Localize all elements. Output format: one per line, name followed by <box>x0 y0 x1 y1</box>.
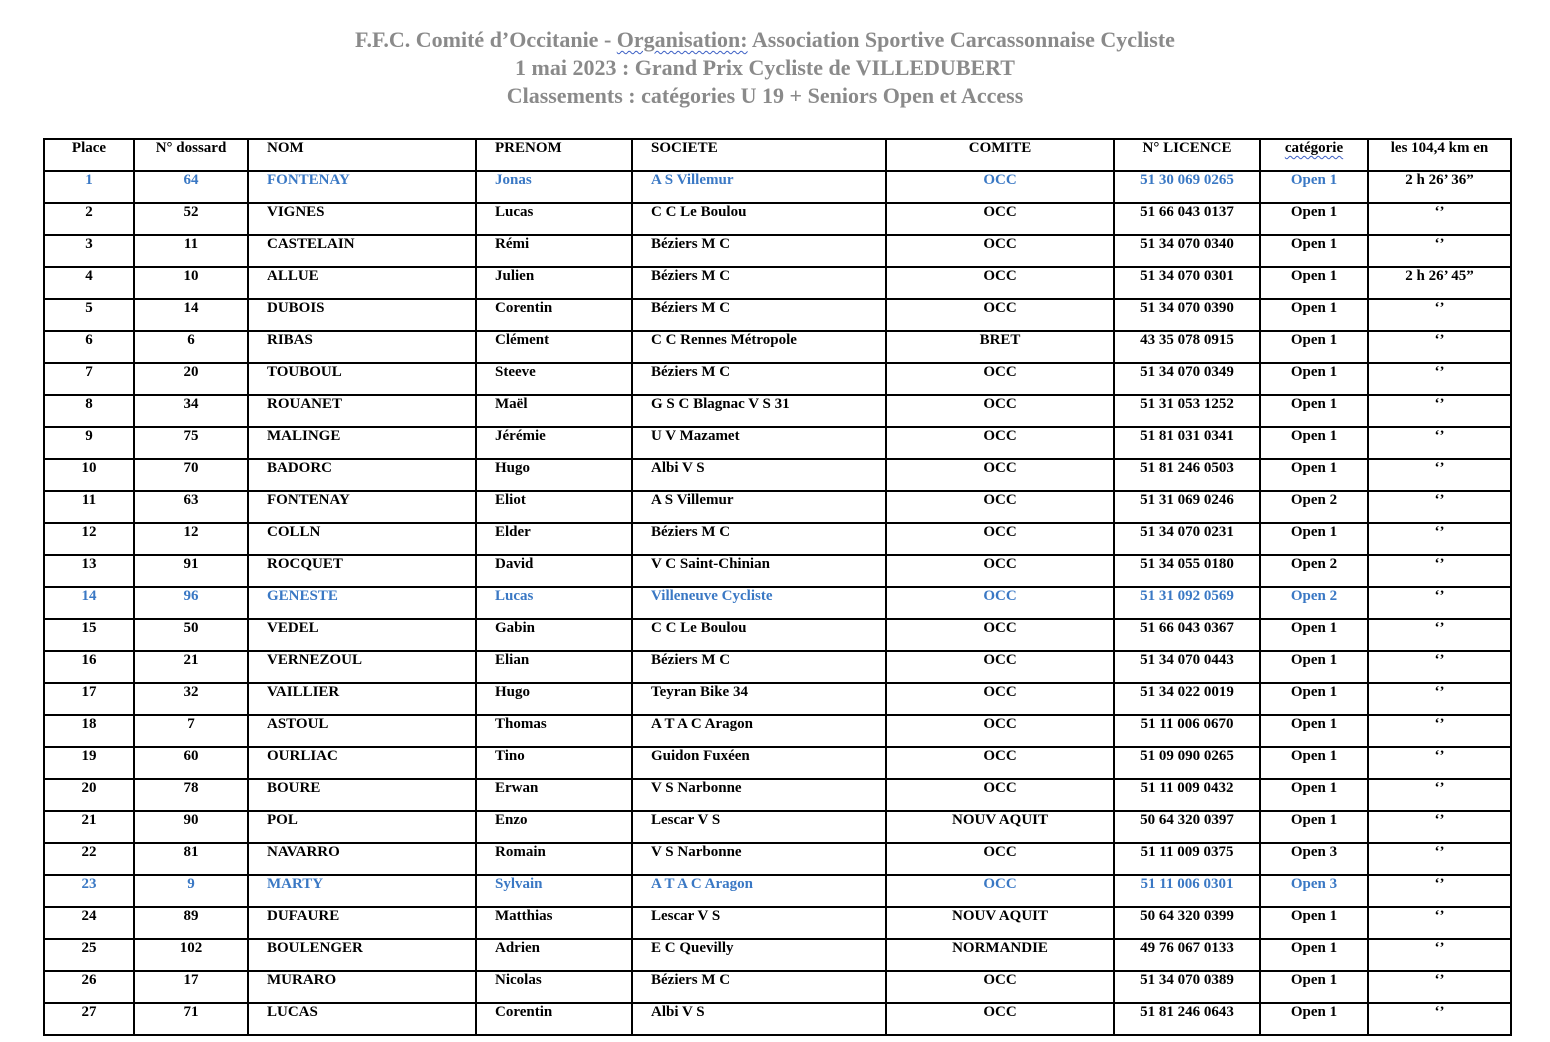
cell-comite: OCC <box>886 171 1114 203</box>
cell-comite: NORMANDIE <box>886 939 1114 971</box>
cell-comite: OCC <box>886 843 1114 875</box>
cell-societe: Lescar V S <box>632 811 886 843</box>
cell-prenom: Adrien <box>476 939 632 971</box>
header-org-word: Organisation: <box>616 27 748 52</box>
cell-licence: 51 34 055 0180 <box>1114 555 1260 587</box>
cell-societe: U V Mazamet <box>632 427 886 459</box>
cell-dossard: 12 <box>134 523 248 555</box>
table-row <box>44 235 1511 267</box>
table-row <box>44 267 1511 299</box>
cell-temps: ‘’ <box>1368 299 1511 331</box>
cell-place: 12 <box>44 523 134 555</box>
cell-comite: OCC <box>886 683 1114 715</box>
cell-nom: DUFAURE <box>248 907 476 939</box>
cell-licence: 51 34 070 0390 <box>1114 299 1260 331</box>
cell-nom: OURLIAC <box>248 747 476 779</box>
results-table <box>43 138 1512 1036</box>
cell-temps: ‘’ <box>1368 459 1511 491</box>
cell-place: 18 <box>44 715 134 747</box>
cell-temps: ‘’ <box>1368 395 1511 427</box>
cell-societe: Teyran Bike 34 <box>632 683 886 715</box>
table-row <box>44 171 1511 203</box>
cell-place: 3 <box>44 235 134 267</box>
cell-licence: 51 66 043 0367 <box>1114 619 1260 651</box>
cell-comite: OCC <box>886 427 1114 459</box>
table-row <box>44 331 1511 363</box>
cell-licence: 51 81 246 0643 <box>1114 1003 1260 1035</box>
cell-nom: VIGNES <box>248 203 476 235</box>
cell-prenom: Hugo <box>476 683 632 715</box>
cell-comite: OCC <box>886 491 1114 523</box>
cell-licence: 51 81 246 0503 <box>1114 459 1260 491</box>
table-row <box>44 363 1511 395</box>
cell-licence: 51 34 022 0019 <box>1114 683 1260 715</box>
cell-dossard: 102 <box>134 939 248 971</box>
cell-prenom: Rémi <box>476 235 632 267</box>
cell-dossard: 90 <box>134 811 248 843</box>
table-row <box>44 715 1511 747</box>
cell-licence: 50 64 320 0399 <box>1114 907 1260 939</box>
cell-temps: 2 h 26’ 36” <box>1368 171 1511 203</box>
cell-temps: 2 h 26’ 45” <box>1368 267 1511 299</box>
cell-dossard: 9 <box>134 875 248 907</box>
cell-licence: 51 81 031 0341 <box>1114 427 1260 459</box>
cell-licence: 51 34 070 0340 <box>1114 235 1260 267</box>
cell-prenom: Thomas <box>476 715 632 747</box>
cell-societe: Béziers M C <box>632 363 886 395</box>
table-row <box>44 843 1511 875</box>
cell-licence: 51 34 070 0443 <box>1114 651 1260 683</box>
cell-dossard: 71 <box>134 1003 248 1035</box>
cell-dossard: 10 <box>134 267 248 299</box>
cell-comite: OCC <box>886 1003 1114 1035</box>
cell-nom: BOURE <box>248 779 476 811</box>
cell-licence: 51 09 090 0265 <box>1114 747 1260 779</box>
cell-prenom: Romain <box>476 843 632 875</box>
cell-temps: ‘’ <box>1368 843 1511 875</box>
cell-categorie: Open 1 <box>1260 523 1368 555</box>
table-row <box>44 683 1511 715</box>
cell-temps: ‘’ <box>1368 715 1511 747</box>
cell-place: 27 <box>44 1003 134 1035</box>
cell-temps: ‘’ <box>1368 651 1511 683</box>
cell-temps: ‘’ <box>1368 203 1511 235</box>
table-row <box>44 811 1511 843</box>
cell-dossard: 52 <box>134 203 248 235</box>
cell-societe: G S C Blagnac V S 31 <box>632 395 886 427</box>
cell-categorie: Open 1 <box>1260 459 1368 491</box>
cell-nom: COLLN <box>248 523 476 555</box>
cell-comite: BRET <box>886 331 1114 363</box>
cell-place: 26 <box>44 971 134 1003</box>
cell-place: 15 <box>44 619 134 651</box>
cell-prenom: Corentin <box>476 299 632 331</box>
cell-categorie: Open 1 <box>1260 779 1368 811</box>
table-row <box>44 523 1511 555</box>
cell-dossard: 96 <box>134 587 248 619</box>
cell-place: 17 <box>44 683 134 715</box>
cell-place: 14 <box>44 587 134 619</box>
cell-licence: 50 64 320 0397 <box>1114 811 1260 843</box>
cell-temps: ‘’ <box>1368 939 1511 971</box>
cell-nom: ROUANET <box>248 395 476 427</box>
col-header-societe: SOCIETE <box>632 139 886 171</box>
cell-prenom: Tino <box>476 747 632 779</box>
col-header-prenom: PRENOM <box>476 139 632 171</box>
cell-nom: RIBAS <box>248 331 476 363</box>
cell-prenom: Elder <box>476 523 632 555</box>
cell-societe: V C Saint-Chinian <box>632 555 886 587</box>
cell-place: 11 <box>44 491 134 523</box>
cell-categorie: Open 1 <box>1260 171 1368 203</box>
table-row <box>44 203 1511 235</box>
cell-dossard: 11 <box>134 235 248 267</box>
cell-nom: MALINGE <box>248 427 476 459</box>
cell-nom: GENESTE <box>248 587 476 619</box>
cell-categorie: Open 3 <box>1260 843 1368 875</box>
cell-licence: 51 11 009 0375 <box>1114 843 1260 875</box>
cell-licence: 51 11 009 0432 <box>1114 779 1260 811</box>
cell-place: 7 <box>44 363 134 395</box>
cell-categorie: Open 1 <box>1260 427 1368 459</box>
table-row <box>44 939 1511 971</box>
table-row <box>44 427 1511 459</box>
cell-prenom: Jérémie <box>476 427 632 459</box>
cell-dossard: 17 <box>134 971 248 1003</box>
cell-dossard: 32 <box>134 683 248 715</box>
table-row <box>44 1003 1511 1035</box>
cell-societe: Béziers M C <box>632 299 886 331</box>
cell-societe: A T A C Aragon <box>632 875 886 907</box>
cell-dossard: 78 <box>134 779 248 811</box>
cell-dossard: 21 <box>134 651 248 683</box>
cell-place: 23 <box>44 875 134 907</box>
cell-licence: 49 76 067 0133 <box>1114 939 1260 971</box>
cell-place: 16 <box>44 651 134 683</box>
cell-societe: V S Narbonne <box>632 843 886 875</box>
cell-nom: DUBOIS <box>248 299 476 331</box>
cell-temps: ‘’ <box>1368 555 1511 587</box>
cell-temps: ‘’ <box>1368 491 1511 523</box>
cell-licence: 51 30 069 0265 <box>1114 171 1260 203</box>
cell-societe: A S Villemur <box>632 491 886 523</box>
table-row <box>44 587 1511 619</box>
cell-prenom: Nicolas <box>476 971 632 1003</box>
cell-comite: OCC <box>886 619 1114 651</box>
cell-place: 6 <box>44 331 134 363</box>
cell-nom: NAVARRO <box>248 843 476 875</box>
cell-dossard: 64 <box>134 171 248 203</box>
cell-prenom: Steeve <box>476 363 632 395</box>
cell-place: 25 <box>44 939 134 971</box>
cell-nom: BOULENGER <box>248 939 476 971</box>
cell-societe: V S Narbonne <box>632 779 886 811</box>
table-row <box>44 299 1511 331</box>
col-header-nom: NOM <box>248 139 476 171</box>
cell-nom: MARTY <box>248 875 476 907</box>
cell-categorie: Open 1 <box>1260 651 1368 683</box>
cell-comite: OCC <box>886 587 1114 619</box>
cell-comite: OCC <box>886 651 1114 683</box>
cell-comite: OCC <box>886 235 1114 267</box>
cell-dossard: 81 <box>134 843 248 875</box>
cell-nom: FONTENAY <box>248 171 476 203</box>
table-header-row <box>44 139 1511 171</box>
cell-temps: ‘’ <box>1368 619 1511 651</box>
table-row <box>44 491 1511 523</box>
cell-dossard: 6 <box>134 331 248 363</box>
cell-societe: A T A C Aragon <box>632 715 886 747</box>
cell-categorie: Open 1 <box>1260 619 1368 651</box>
col-header-dossard: N° dossard <box>134 139 248 171</box>
cell-societe: E C Quevilly <box>632 939 886 971</box>
cell-comite: NOUV AQUIT <box>886 811 1114 843</box>
cell-categorie: Open 1 <box>1260 715 1368 747</box>
header-line-classement: Classements : catégories U 19 + Seniors Open et Access <box>506 83 1024 108</box>
cell-nom: MURARO <box>248 971 476 1003</box>
cell-dossard: 20 <box>134 363 248 395</box>
header-line1-suffix: Association Sportive Carcassonnaise Cycliste <box>747 27 1175 52</box>
cell-prenom: Jonas <box>476 171 632 203</box>
cell-nom: TOUBOUL <box>248 363 476 395</box>
cell-dossard: 70 <box>134 459 248 491</box>
cell-licence: 51 34 070 0389 <box>1114 971 1260 1003</box>
cell-comite: NOUV AQUIT <box>886 907 1114 939</box>
cell-prenom: Julien <box>476 267 632 299</box>
cell-temps: ‘’ <box>1368 811 1511 843</box>
cell-place: 9 <box>44 427 134 459</box>
cell-temps: ‘’ <box>1368 587 1511 619</box>
document-header <box>0 26 1530 110</box>
cell-place: 19 <box>44 747 134 779</box>
cell-categorie: Open 1 <box>1260 299 1368 331</box>
cell-comite: OCC <box>886 715 1114 747</box>
cell-categorie: Open 2 <box>1260 555 1368 587</box>
cell-comite: OCC <box>886 299 1114 331</box>
cell-societe: C C Le Boulou <box>632 619 886 651</box>
cell-comite: OCC <box>886 267 1114 299</box>
cell-place: 24 <box>44 907 134 939</box>
cell-categorie: Open 1 <box>1260 235 1368 267</box>
cell-categorie: Open 1 <box>1260 683 1368 715</box>
cell-place: 8 <box>44 395 134 427</box>
col-header-place: Place <box>44 139 134 171</box>
cell-prenom: Lucas <box>476 203 632 235</box>
cell-comite: OCC <box>886 395 1114 427</box>
cell-prenom: Sylvain <box>476 875 632 907</box>
cell-place: 21 <box>44 811 134 843</box>
cell-societe: Béziers M C <box>632 267 886 299</box>
cell-prenom: David <box>476 555 632 587</box>
cell-prenom: Lucas <box>476 587 632 619</box>
cell-societe: Béziers M C <box>632 971 886 1003</box>
col-header-temps: les 104,4 km en <box>1368 139 1511 171</box>
cell-dossard: 75 <box>134 427 248 459</box>
cell-categorie: Open 3 <box>1260 875 1368 907</box>
cell-temps: ‘’ <box>1368 1003 1511 1035</box>
table-row <box>44 747 1511 779</box>
cell-comite: OCC <box>886 555 1114 587</box>
cell-categorie: Open 2 <box>1260 587 1368 619</box>
cell-prenom: Matthias <box>476 907 632 939</box>
cell-categorie: Open 1 <box>1260 811 1368 843</box>
cell-societe: Albi V S <box>632 1003 886 1035</box>
cell-comite: OCC <box>886 523 1114 555</box>
cell-prenom: Eliot <box>476 491 632 523</box>
cell-place: 22 <box>44 843 134 875</box>
col-header-categorie-text: catégorie <box>1284 140 1344 156</box>
cell-nom: POL <box>248 811 476 843</box>
cell-licence: 51 11 006 0670 <box>1114 715 1260 747</box>
cell-dossard: 34 <box>134 395 248 427</box>
cell-dossard: 7 <box>134 715 248 747</box>
cell-nom: VERNEZOUL <box>248 651 476 683</box>
cell-place: 2 <box>44 203 134 235</box>
cell-dossard: 89 <box>134 907 248 939</box>
table-row <box>44 395 1511 427</box>
table-row <box>44 971 1511 1003</box>
cell-prenom: Gabin <box>476 619 632 651</box>
cell-licence: 43 35 078 0915 <box>1114 331 1260 363</box>
cell-dossard: 91 <box>134 555 248 587</box>
header-line-event: 1 mai 2023 : Grand Prix Cycliste de VILLEDUBERT <box>515 55 1015 80</box>
cell-licence: 51 31 053 1252 <box>1114 395 1260 427</box>
cell-prenom: Enzo <box>476 811 632 843</box>
cell-licence: 51 34 070 0231 <box>1114 523 1260 555</box>
cell-temps: ‘’ <box>1368 747 1511 779</box>
cell-societe: Albi V S <box>632 459 886 491</box>
cell-dossard: 14 <box>134 299 248 331</box>
cell-licence: 51 34 070 0301 <box>1114 267 1260 299</box>
cell-nom: CASTELAIN <box>248 235 476 267</box>
cell-societe: Lescar V S <box>632 907 886 939</box>
cell-categorie: Open 1 <box>1260 363 1368 395</box>
cell-societe: C C Rennes Métropole <box>632 331 886 363</box>
cell-categorie: Open 1 <box>1260 907 1368 939</box>
cell-temps: ‘’ <box>1368 779 1511 811</box>
cell-temps: ‘’ <box>1368 523 1511 555</box>
cell-societe: A S Villemur <box>632 171 886 203</box>
cell-temps: ‘’ <box>1368 875 1511 907</box>
cell-licence: 51 11 006 0301 <box>1114 875 1260 907</box>
cell-nom: ALLUE <box>248 267 476 299</box>
cell-categorie: Open 1 <box>1260 1003 1368 1035</box>
cell-categorie: Open 2 <box>1260 491 1368 523</box>
cell-temps: ‘’ <box>1368 235 1511 267</box>
table-row <box>44 651 1511 683</box>
cell-prenom: Corentin <box>476 1003 632 1035</box>
cell-comite: OCC <box>886 779 1114 811</box>
cell-comite: OCC <box>886 363 1114 395</box>
table-row <box>44 779 1511 811</box>
cell-categorie: Open 1 <box>1260 203 1368 235</box>
cell-nom: FONTENAY <box>248 491 476 523</box>
cell-temps: ‘’ <box>1368 683 1511 715</box>
cell-place: 10 <box>44 459 134 491</box>
cell-nom: LUCAS <box>248 1003 476 1035</box>
cell-nom: ASTOUL <box>248 715 476 747</box>
col-header-comite: COMITE <box>886 139 1114 171</box>
col-header-categorie <box>1260 139 1368 171</box>
cell-categorie: Open 1 <box>1260 267 1368 299</box>
cell-categorie: Open 1 <box>1260 331 1368 363</box>
header-line-organisation <box>0 26 1530 54</box>
cell-societe: Villeneuve Cycliste <box>632 587 886 619</box>
cell-societe: Guidon Fuxéen <box>632 747 886 779</box>
cell-place: 20 <box>44 779 134 811</box>
cell-licence: 51 31 069 0246 <box>1114 491 1260 523</box>
table-row <box>44 875 1511 907</box>
cell-dossard: 63 <box>134 491 248 523</box>
cell-licence: 51 66 043 0137 <box>1114 203 1260 235</box>
table-row <box>44 555 1511 587</box>
cell-prenom: Erwan <box>476 779 632 811</box>
cell-licence: 51 34 070 0349 <box>1114 363 1260 395</box>
cell-societe: C C Le Boulou <box>632 203 886 235</box>
cell-societe: Béziers M C <box>632 651 886 683</box>
cell-place: 13 <box>44 555 134 587</box>
cell-temps: ‘’ <box>1368 331 1511 363</box>
cell-societe: Béziers M C <box>632 235 886 267</box>
cell-categorie: Open 1 <box>1260 747 1368 779</box>
cell-comite: OCC <box>886 971 1114 1003</box>
cell-comite: OCC <box>886 203 1114 235</box>
cell-comite: OCC <box>886 875 1114 907</box>
cell-nom: ROCQUET <box>248 555 476 587</box>
cell-place: 5 <box>44 299 134 331</box>
cell-dossard: 60 <box>134 747 248 779</box>
cell-temps: ‘’ <box>1368 971 1511 1003</box>
cell-prenom: Clément <box>476 331 632 363</box>
cell-place: 4 <box>44 267 134 299</box>
cell-categorie: Open 1 <box>1260 395 1368 427</box>
cell-societe: Béziers M C <box>632 523 886 555</box>
cell-comite: OCC <box>886 459 1114 491</box>
col-header-licence: N° LICENCE <box>1114 139 1260 171</box>
cell-temps: ‘’ <box>1368 907 1511 939</box>
cell-temps: ‘’ <box>1368 363 1511 395</box>
cell-temps: ‘’ <box>1368 427 1511 459</box>
cell-nom: BADORC <box>248 459 476 491</box>
table-row <box>44 907 1511 939</box>
cell-categorie: Open 1 <box>1260 939 1368 971</box>
cell-nom: VEDEL <box>248 619 476 651</box>
cell-prenom: Elian <box>476 651 632 683</box>
cell-place: 1 <box>44 171 134 203</box>
header-line1-prefix: F.F.C. Comité d’Occitanie - <box>355 27 617 52</box>
cell-comite: OCC <box>886 747 1114 779</box>
cell-prenom: Hugo <box>476 459 632 491</box>
cell-licence: 51 31 092 0569 <box>1114 587 1260 619</box>
table-row <box>44 619 1511 651</box>
cell-dossard: 50 <box>134 619 248 651</box>
cell-prenom: Maël <box>476 395 632 427</box>
cell-categorie: Open 1 <box>1260 971 1368 1003</box>
table-row <box>44 459 1511 491</box>
cell-nom: VAILLIER <box>248 683 476 715</box>
